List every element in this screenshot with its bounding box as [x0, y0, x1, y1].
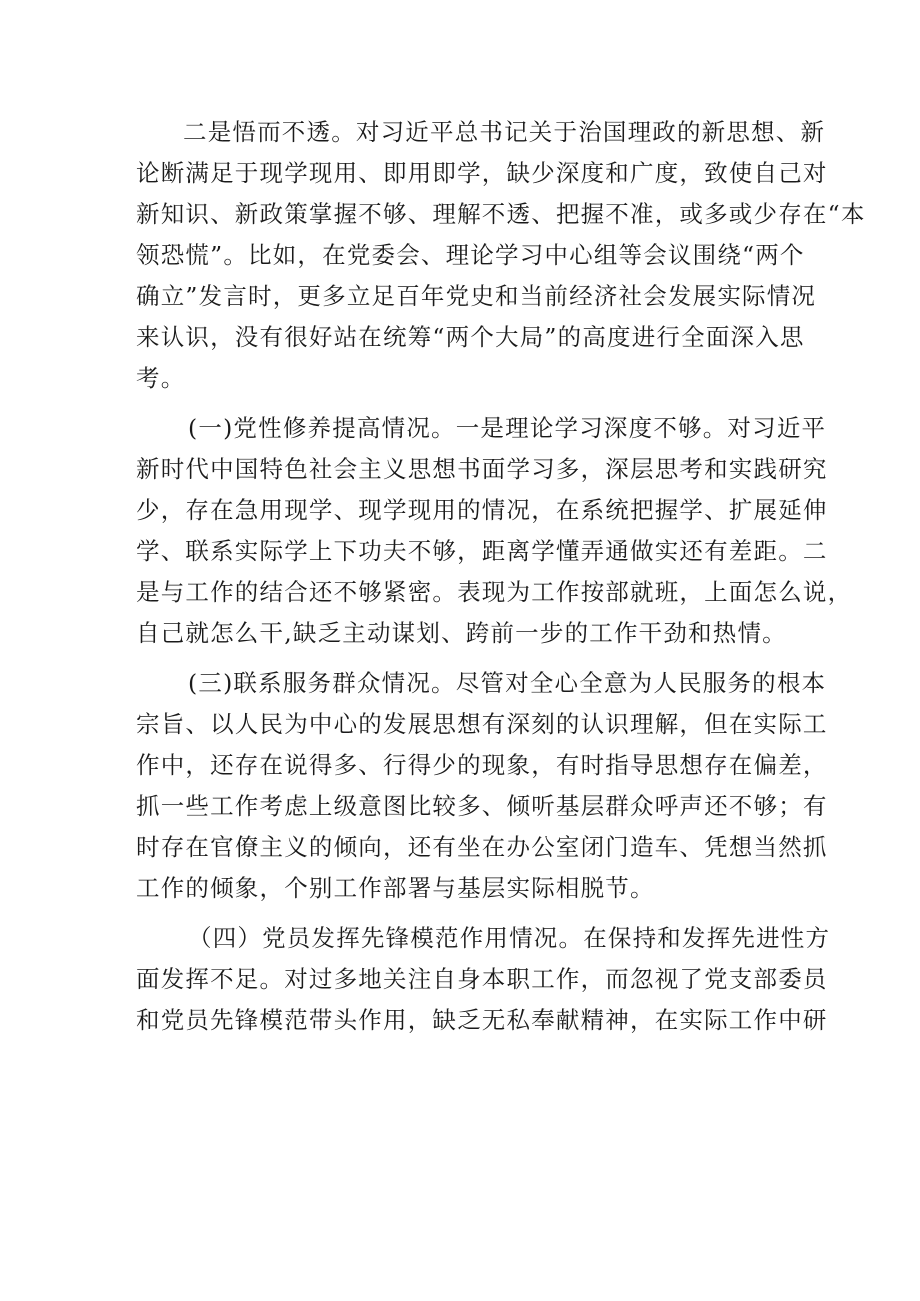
text-line: 来认识，没有很好站在统筹“两个大局”的高度进行全面深入思	[136, 323, 805, 351]
text-line: 新知识、新政策掌握不够、理解不透、把握不准，或多或少存在“本	[136, 200, 866, 228]
text-line: 自己就怎么干,缺乏主动谋划、跨前一步的工作干劲和热情。	[136, 619, 787, 647]
text-line: 面发挥不足。对过多地关注自身本职工作，而忽视了党支部委员	[136, 965, 828, 993]
text-line: 是与工作的结合还不够紧密。表现为工作按部就班，上面怎么说，	[136, 578, 853, 606]
paragraph-vanguard-role	[136, 918, 831, 1041]
text-line: 少，存在急用现学、现学现用的情况，在系统把握学、扩展延伸	[136, 496, 828, 524]
text-line: (一)党性修养提高情况。一是理论学习深度不够。对习近平	[188, 414, 827, 442]
text-line: 确立”发言时，更多立足百年党史和当前经济社会发展实际情况	[136, 282, 817, 310]
paragraph-serving-masses	[136, 663, 828, 909]
text-line: (三)联系服务群众情况。尽管对全心全意为人民服务的根本	[188, 669, 827, 697]
text-line: 工作的倾象，个别工作部署与基层实际相脱节。	[136, 874, 655, 902]
paragraph-understanding	[136, 112, 866, 399]
text-line: （四）党员发挥先锋模范作用情况。在保持和发挥先进性方	[188, 924, 831, 952]
text-line: 二是悟而不透。对习近平总书记关于治国理政的新思想、新	[183, 118, 826, 146]
text-line: 和党员先锋模范带头作用，缺乏无私奉献精神，在实际工作中研	[136, 1006, 828, 1034]
text-line: 论断满足于现学现用、即用即学，缺少深度和广度，致使自己对	[136, 159, 828, 187]
text-line: 抓一些工作考虑上级意图比较多、倾听基层群众呼声还不够；有	[136, 792, 828, 820]
text-line: 领恐慌”。比如，在党委会、理论学习中心组等会议围绕“两个	[136, 241, 805, 269]
text-line: 宗旨、以人民为中心的发展思想有深刻的认识理解，但在实际工	[136, 710, 828, 738]
document-body	[136, 112, 866, 1050]
text-line: 学、联系实际学上下功夫不够，距离学懂弄通做实还有差距。二	[136, 537, 828, 565]
text-line: 作中，还存在说得多、行得少的现象，有时指导思想存在偏差，	[136, 751, 828, 779]
text-line: 考。	[136, 364, 186, 392]
text-line: 新时代中国特色社会主义思想书面学习多，深层思考和实践研究	[136, 455, 828, 483]
text-line: 时存在官僚主义的倾向，还有坐在办公室闭门造车、凭想当然抓	[136, 833, 828, 861]
paragraph-party-spirit	[136, 408, 853, 654]
